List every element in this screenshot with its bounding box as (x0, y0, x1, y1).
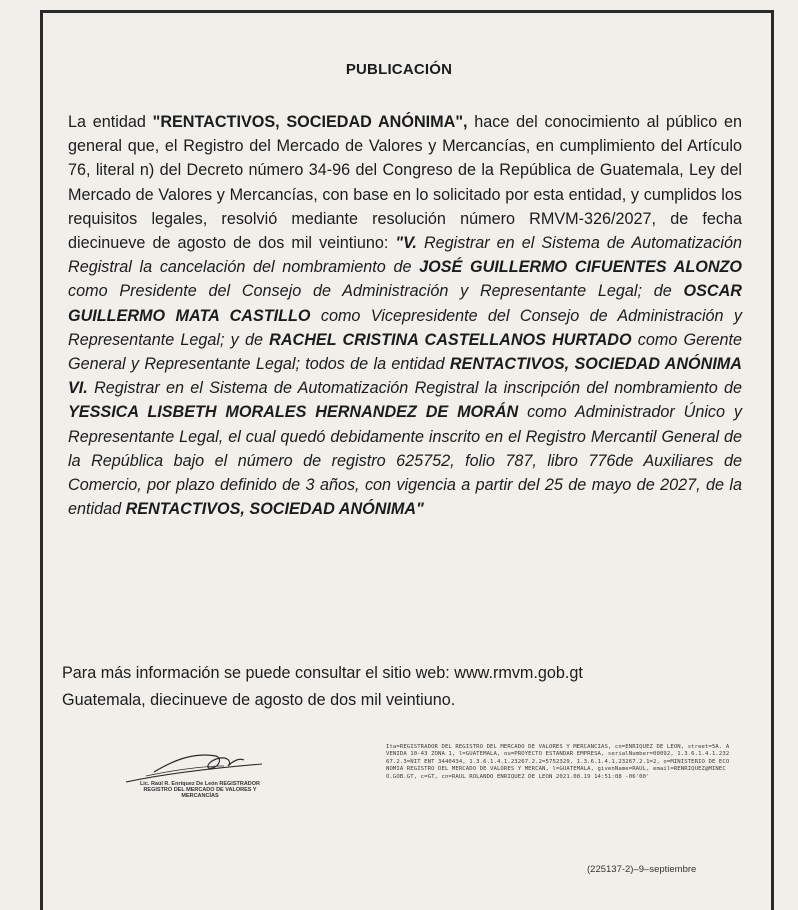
resolution-text: "V. Registrar en el Sistema de Automatización Registral la cancelación del nombramiento de JOSÉ GUILLERMO CIFUENTES ALONZO como Presidente del Consejo de Administración y Representante Legal; de OSCAR GUILLERMO MATA CASTILLO como Vicepresidente del Consejo de Administración y Representante Legal; y de RACHEL CRISTINA CASTELLANOS HURTADO como Gerente General y Representante Legal; todos de la entidad RENTACTIVOS, SOCIEDAD ANÓNIMA VI. Registrar en el Sistema de Automatización Registral la inscripción del nombramiento de YESSICA LISBETH MORALES HERNANDEZ DE MORÁN como Administrador Único y Representante Legal, el cual quedó debidamente inscrito en el Registro Mercantil General de la República bajo el número de registro 625752, folio 787, libro 776de Auxiliares de Comercio, por plazo definido de 3 años, con vigencia a partir del 25 de mayo de 2027, de la entidad RENTACTIVOS, SOCIEDAD ANÓNIMA" (68, 234, 743, 519)
person-name: JOSÉ GUILLERMO CIFUENTES ALONZO (419, 258, 742, 277)
info-block (62, 660, 583, 714)
digital-certificate: Ita=REGISTRADOR DEL REGISTRO DEL MERCADO DE VALORES Y MERCANCIAS, cn=ENRIQUEZ DE LEON, street=5A. AVENIDA 10-43 ZONA 1, l=GUATEMALA, ou=PROYECTO ESTANDAR EMPRESA, serialNumber=00092, 1.3.6.1.4.1.23267.2.3=NIT ENT 3440434, 1.3.6.1.4.1.23267.2.2=5752329, 1.3.6.1.4.1.23267.2.1=2, o=MINISTERIO DE ECONOMIA REGISTRO DEL MERCADO DE VALORES Y MERCAN, l=GUATEMALA, givenName=RAUL, email=RENRIQUEZ@MINECO.GOB.GT, c=GT, cn=RAUL ROLANDO ENRIQUEZ DE LEON 2021.08.19 14:51:08 -06'00' (386, 744, 730, 780)
person-name: RACHEL CRISTINA CASTELLANOS HURTADO (269, 330, 632, 349)
signature-image (124, 738, 264, 810)
person-name: YESSICA LISBETH MORALES HERNANDEZ DE MORÁN (68, 403, 519, 422)
document-title: PUBLICACIÓN (345, 61, 453, 78)
website-line: Para más información se puede consultar el sitio web: www.rmvm.gob.gt (62, 664, 583, 682)
person-name: OSCAR GUILLERMO MATA CASTILLO (68, 282, 742, 325)
entity-name: "RENTACTIVOS, SOCIEDAD ANÓNIMA", (152, 113, 468, 131)
publication-body (68, 110, 742, 521)
intro-text: La entidad (68, 113, 153, 131)
date-line: Guatemala, diecinueve de agosto de dos mil veintiuno. (62, 691, 456, 709)
intro-text: hace del conocimiento al público en general que, el Registro del Mercado de Valores y Mercancías, en cumplimiento del Artículo 76, literal n) del Decreto número 34-96 del Congreso de la República de Guatemala, Ley del Mercado de Valores y Mercancías, con base en lo solicitado por esta entidad, y cumplidos los requisitos legales, resolvió mediante resolución número RMVM-326/2027, de fecha diecinueve de agosto de dos mil veintiuno: (68, 113, 743, 253)
signature-label: Lic. Raúl R. Enríquez De León REGISTRADOR REGISTRO DEL MERCADO DE VALORES Y MERCANCÍAS (139, 781, 261, 799)
publication-reference: (225137-2)–9–septiembre (587, 864, 697, 875)
entity-name: RENTACTIVOS, SOCIEDAD ANÓNIMA VI. (68, 355, 742, 398)
entity-name: RENTACTIVOS, SOCIEDAD ANÓNIMA" (125, 500, 424, 519)
